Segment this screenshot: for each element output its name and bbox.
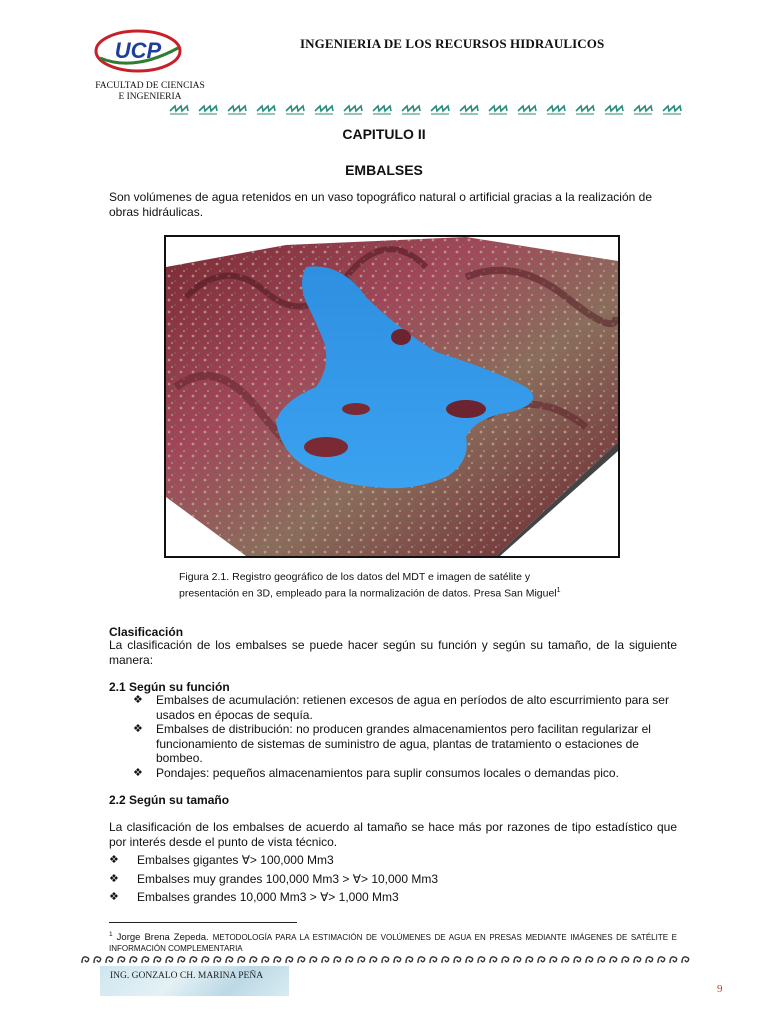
footnote-author: Jorge Brena Zepeda. bbox=[116, 932, 209, 944]
list-item: ❖ Embalses gigantes ∀> 100,000 Mm3 bbox=[109, 851, 669, 870]
size-list bbox=[109, 851, 669, 907]
function-list bbox=[133, 693, 678, 780]
caption-line-2: presentación en 3D, empleado para la normalización de datos. Presa San Miguel bbox=[179, 587, 557, 600]
chapter-title: EMBALSES bbox=[345, 162, 423, 178]
logo-text: UCP bbox=[114, 38, 162, 63]
diamond-bullet-icon: ❖ bbox=[109, 872, 119, 885]
diamond-bullet-icon: ❖ bbox=[133, 723, 143, 735]
section-2-1-heading: 2.1 Según su función bbox=[109, 680, 230, 694]
faculty-line-2: E INGENIERIA bbox=[118, 92, 182, 102]
caption-line-1: Figura 2.1. Registro geográfico de los datos del MDT e imagen de satélite y bbox=[179, 571, 531, 583]
header-ornament bbox=[168, 103, 690, 117]
list-item: ❖ Pondajes: pequeños almacenamientos para suplir consumos locales o demandas pico. bbox=[133, 765, 619, 780]
footer-author: ING. GONZALO CH. MARINA PEÑA bbox=[110, 971, 264, 981]
intro-paragraph: Son volúmenes de agua retenidos en un vaso topográfico natural o artificial gracias a la realización de obras hidráulicas. bbox=[109, 190, 652, 219]
header-title: INGENIERIA DE LOS RECURSOS HIDRAULICOS bbox=[300, 36, 605, 51]
list-item: ❖ Embalses de acumulación: retienen excesos de agua en períodos de alto escurrimiento para ser usados en épocas de sequía. bbox=[133, 693, 669, 722]
diamond-bullet-icon: ❖ bbox=[133, 766, 143, 779]
footnote-number: 1 bbox=[109, 931, 113, 938]
footer-ornament bbox=[80, 954, 690, 966]
classification-heading: Clasificación bbox=[109, 625, 184, 639]
diamond-bullet-icon: ❖ bbox=[109, 854, 119, 866]
list-item: ❖ Embalses de distribución: no producen grandes almacenamientos pero facilitan regularizar el funcionamiento de sistemas de suministro de agua, plantas de tratamiento o estaciones de bombeo. bbox=[133, 722, 651, 765]
ucp-logo bbox=[94, 28, 182, 74]
classification-paragraph: La clasificación de los embalses se puede hacer según su función y según su tamaño, de la siguiente manera: bbox=[109, 638, 677, 667]
faculty-line-1: FACULTAD DE CIENCIAS bbox=[95, 81, 205, 91]
caption-footnote-ref[interactable]: 1 bbox=[556, 587, 561, 594]
footnote-title: METODOLOGÍA PARA LA ESTIMACIÓN DE VOLÚMENES DE AGUA EN PRESAS MEDIANTE IMÁGENES DE SATÉLITE E INFORMACIÓN COMPLEMENTARIA bbox=[109, 933, 678, 954]
section-2-2-heading: 2.2 Según su tamaño bbox=[109, 793, 230, 807]
footnote bbox=[109, 929, 677, 954]
footnote-separator bbox=[109, 922, 297, 923]
diamond-bullet-icon: ❖ bbox=[133, 694, 143, 706]
faculty-label bbox=[88, 81, 212, 103]
page-number: 9 bbox=[717, 983, 723, 995]
chapter-number: CAPITULO II bbox=[342, 126, 426, 142]
list-item: ❖ Embalses muy grandes 100,000 Mm3 > ∀> 10,000 Mm3 bbox=[109, 870, 669, 889]
size-paragraph: La clasificación de los embalses de acuerdo al tamaño se hace más por razones de tipo estadístico que por interés desde el punto de vista técnico. bbox=[109, 820, 677, 849]
list-item: ❖ Embalses grandes 10,000 Mm3 > ∀> 1,000 Mm3 bbox=[109, 888, 669, 907]
reservoir-3d-figure bbox=[164, 235, 620, 558]
figure-caption bbox=[179, 570, 619, 601]
diamond-bullet-icon: ❖ bbox=[109, 891, 119, 903]
